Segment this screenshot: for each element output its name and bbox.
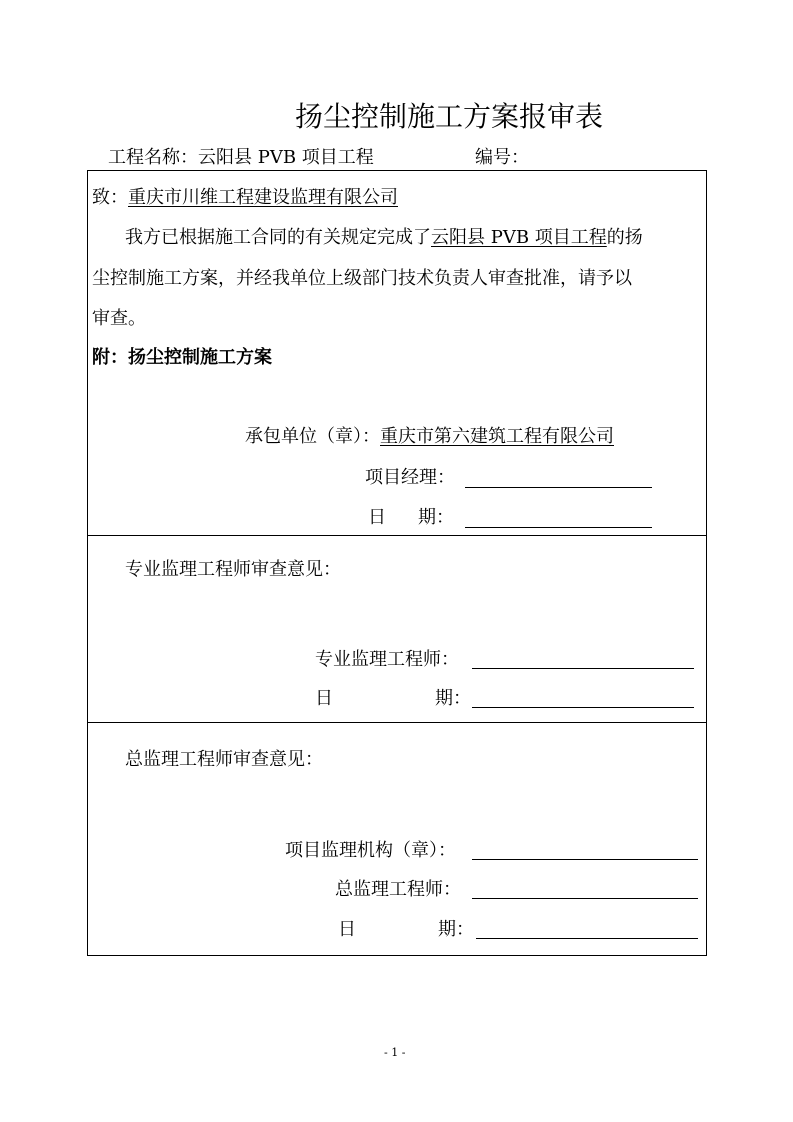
date-line[interactable]: [465, 527, 652, 528]
date-line[interactable]: [472, 707, 694, 708]
engineer-signature-line[interactable]: [472, 668, 694, 669]
project-name: 云阳县 PVB 项目工程: [198, 147, 374, 168]
org-signature-line[interactable]: [472, 859, 698, 860]
chief-label: 总监理工程师：: [335, 879, 461, 900]
contractor-field: [245, 426, 614, 448]
date-label-day: 日: [368, 507, 386, 528]
manager-signature-line[interactable]: [465, 487, 652, 488]
document-title: 扬尘控制施工方案报审表: [295, 100, 604, 133]
paragraph-line-1: [125, 227, 643, 249]
number-label: 编号：: [475, 147, 529, 168]
chief-opinion-heading: 总监理工程师审查意见：: [125, 749, 323, 770]
paragraph-text: 的扬: [606, 227, 643, 248]
org-label: 项目监理机构（章）：: [285, 840, 456, 861]
paragraph-line-3: 审查。: [92, 308, 146, 329]
to-label: 致：: [92, 187, 128, 208]
project-name-field: [108, 147, 374, 169]
manager-label: 项目经理：: [365, 467, 455, 488]
date-label-period: 期：: [418, 507, 454, 528]
paragraph-text: 我方已根据施工合同的有关规定完成了: [125, 227, 431, 248]
attachment: 附：扬尘控制施工方案: [92, 347, 272, 368]
date-label-period: 期：: [438, 919, 474, 940]
contractor-label: 承包单位（章）：: [245, 426, 380, 447]
row-divider: [87, 722, 706, 723]
addressee: [92, 187, 398, 209]
project-label: 工程名称：: [108, 147, 198, 168]
paragraph-line-2: 尘控制施工方案，并经我单位上级部门技术负责人审查批准，请予以: [92, 268, 632, 289]
chief-signature-line[interactable]: [472, 898, 698, 899]
engineer-opinion-heading: 专业监理工程师审查意见：: [125, 559, 341, 580]
supervisor-org: 重庆市川维工程建设监理有限公司: [128, 187, 398, 208]
page-number: - 1 -: [384, 1046, 406, 1059]
paragraph-project: 云阳县 PVB 项目工程: [431, 227, 607, 248]
engineer-label: 专业监理工程师：: [315, 649, 459, 670]
date-label-day: 日: [315, 688, 333, 709]
date-line[interactable]: [476, 938, 698, 939]
contractor-name: 重庆市第六建筑工程有限公司: [380, 426, 614, 447]
row-divider: [87, 535, 706, 536]
date-label-period: 期：: [435, 688, 471, 709]
date-label-day: 日: [338, 919, 356, 940]
